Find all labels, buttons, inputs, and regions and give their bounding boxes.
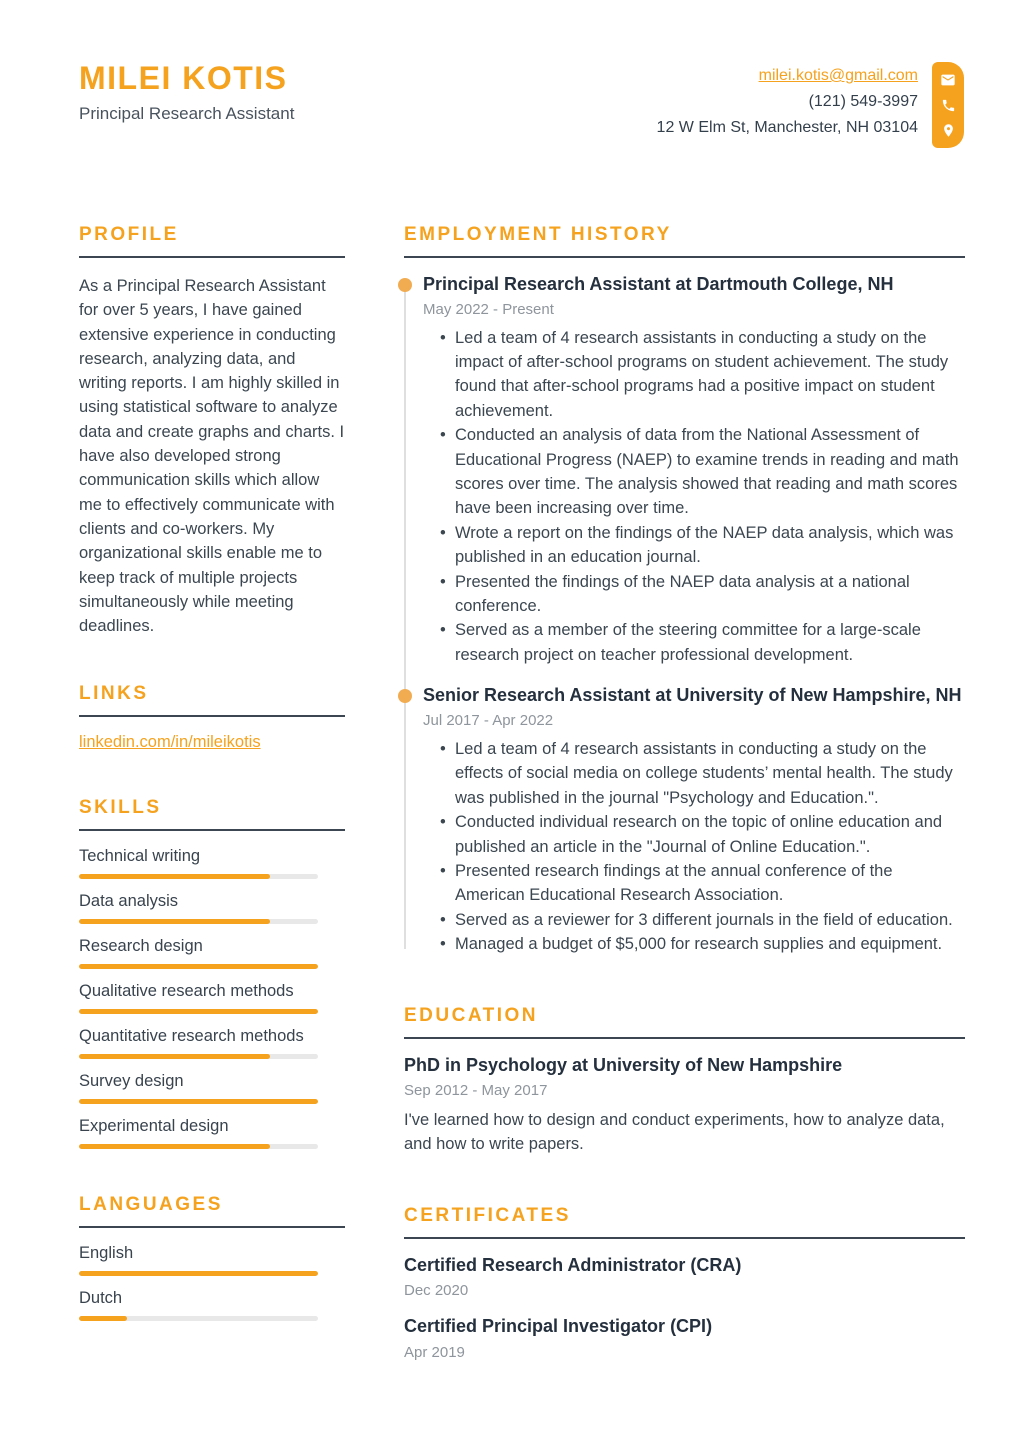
skills-section <box>79 797 345 1149</box>
person-job-title: Principal Research Assistant <box>79 103 295 123</box>
section-divider <box>404 1237 965 1239</box>
profile-text: As a Principal Research Assistant for over 5 years, I have gained extensive experience in conducting research, analyzing data, and writing reports. I am highly skilled in using statistical software to analyze data and create graphs and charts. I have also developed strong communication skills which allow me to effectively communicate with clients and co-workers. My organizational skills enable me to keep track of multiple projects simultaneously while meeting deadlines. <box>79 277 345 636</box>
section-divider <box>79 1226 345 1228</box>
contact-lines <box>657 63 918 141</box>
header <box>0 0 1024 148</box>
meter-fill <box>79 964 318 969</box>
phone-number: (121) 549-3997 <box>808 93 918 110</box>
address: 12 W Elm St, Manchester, NH 03104 <box>656 119 918 136</box>
employment-section <box>404 224 965 957</box>
section-divider <box>404 256 965 258</box>
meter-item <box>79 1244 345 1276</box>
job-entry <box>423 274 965 667</box>
meter-label: English <box>79 1244 134 1263</box>
links-heading: LINKS <box>79 683 149 705</box>
meter-label: Research design <box>79 937 203 956</box>
section-divider <box>79 829 345 831</box>
meter-track <box>79 964 318 969</box>
email-link[interactable]: milei.kotis@gmail.com <box>758 67 918 84</box>
meter-item <box>79 1072 345 1104</box>
education-list <box>404 1055 965 1157</box>
meter-fill <box>79 1271 318 1276</box>
meter-label: Qualitative research methods <box>79 982 294 1001</box>
meter-item <box>79 847 345 879</box>
meter-item <box>79 1117 345 1149</box>
employment-heading: EMPLOYMENT HISTORY <box>404 224 672 245</box>
job-entry-title: Principal Research Assistant at Dartmouth College, NH <box>423 274 894 294</box>
education-heading: EDUCATION <box>404 1004 539 1026</box>
timeline-dot-icon <box>398 689 412 703</box>
certificate-entry <box>404 1316 965 1361</box>
meter-fill <box>79 919 270 924</box>
meter-label: Quantitative research methods <box>79 1027 304 1046</box>
meter-track <box>79 1271 318 1276</box>
languages-section <box>79 1194 345 1321</box>
right-column <box>404 224 965 1406</box>
languages-list <box>79 1244 345 1321</box>
profile-heading: PROFILE <box>79 224 179 245</box>
meter-item <box>79 892 345 924</box>
languages-heading: LANGUAGES <box>79 1194 223 1216</box>
section-divider <box>404 1037 965 1039</box>
timeline-dot-icon <box>398 278 412 292</box>
education-entry-description: I've learned how to design and conduct experiments, how to analyze data, and how to write papers. <box>404 1111 945 1154</box>
meter-fill <box>79 1316 127 1321</box>
meter-fill <box>79 1054 270 1059</box>
meter-item <box>79 1027 345 1059</box>
education-section <box>404 1005 965 1157</box>
certificate-entry-dates: Apr 2019 <box>404 1343 465 1361</box>
certificate-entry-title: Certified Research Administrator (CRA) <box>404 1254 742 1275</box>
job-bullet: • Presented research findings at the annual conference of the American Educational Research Association. <box>439 859 965 908</box>
job-bullet: • Served as a reviewer for 3 different journals in the field of education. <box>439 908 965 932</box>
links-section <box>79 683 345 752</box>
section-divider <box>79 256 345 258</box>
job-bullet: • Conducted an analysis of data from the National Assessment of Educational Progress (NAEP) to examine trends in reading and math scores over time. The analysis showed that reading and math scores have been increasing over time. <box>439 423 965 521</box>
envelope-icon <box>940 72 956 88</box>
job-bullet: • Wrote a report on the findings of the NAEP data analysis, which was published in an education journal. <box>439 521 965 570</box>
certificate-entry <box>404 1255 965 1300</box>
meter-track <box>79 1144 318 1149</box>
meter-track <box>79 1054 318 1059</box>
meter-label: Survey design <box>79 1072 184 1091</box>
job-entry-title: Senior Research Assistant at University of New Hampshire, NH <box>423 685 962 706</box>
job-bullet: • Served as a member of the steering committee for a large-scale research project on teacher professional development. <box>439 618 965 667</box>
meter-item <box>79 1289 345 1321</box>
job-bullet-list <box>439 737 965 957</box>
person-name: MILEI KOTIS <box>79 60 288 96</box>
job-bullet-list <box>439 326 965 668</box>
job-bullet: • Conducted individual research on the topic of online education and published an article in the "Journal of Online Education.". <box>439 810 965 859</box>
certificate-entry-title: Certified Principal Investigator (CPI) <box>404 1316 713 1337</box>
certificates-list <box>404 1255 965 1361</box>
meter-track <box>79 1316 318 1321</box>
left-column <box>79 224 345 1406</box>
job-bullet: • Led a team of 4 research assistants in conducting a study on the impact of after-school programs on student achievement. The study found that after-school programs had a positive impact on student achievement. <box>439 326 965 424</box>
linkedin-link[interactable]: linkedin.com/in/mileikotis <box>79 733 261 752</box>
meter-item <box>79 982 345 1014</box>
meter-label: Technical writing <box>79 847 201 866</box>
certificate-entry-dates: Dec 2020 <box>404 1282 469 1300</box>
profile-section <box>79 224 345 638</box>
job-entry-dates: May 2022 - Present <box>423 300 554 318</box>
skills-list <box>79 847 345 1149</box>
phone-icon <box>941 98 956 113</box>
job-entry <box>423 685 965 956</box>
contact-block <box>657 62 964 148</box>
location-pin-icon <box>941 123 956 138</box>
meter-track <box>79 919 318 924</box>
education-entry-title: PhD in Psychology at University of New Hampshire <box>404 1054 843 1075</box>
meter-item <box>79 937 345 969</box>
meter-fill <box>79 1009 318 1014</box>
job-entry-dates: Jul 2017 - Apr 2022 <box>423 711 554 729</box>
link-item <box>79 733 345 752</box>
meter-track <box>79 1009 318 1014</box>
meter-label: Experimental design <box>79 1117 229 1136</box>
meter-track <box>79 1099 318 1104</box>
identity-block <box>79 62 294 124</box>
job-bullet: • Managed a budget of $5,000 for research supplies and equipment. <box>439 932 965 956</box>
meter-fill <box>79 874 270 879</box>
meter-label: Dutch <box>79 1289 123 1308</box>
content-columns <box>0 224 1024 1406</box>
meter-label: Data analysis <box>79 892 179 911</box>
education-entry <box>404 1055 965 1157</box>
meter-fill <box>79 1099 318 1104</box>
section-divider <box>79 715 345 717</box>
certificates-section <box>404 1205 965 1361</box>
skills-heading: SKILLS <box>79 797 162 819</box>
meter-track <box>79 874 318 879</box>
contact-icon-column <box>932 62 964 148</box>
employment-timeline <box>404 274 965 957</box>
job-bullet: • Presented the findings of the NAEP data analysis at a national conference. <box>439 570 965 619</box>
education-entry-dates: Sep 2012 - May 2017 <box>404 1082 548 1100</box>
certificates-heading: CERTIFICATES <box>404 1204 571 1226</box>
job-bullet: • Led a team of 4 research assistants in conducting a study on the effects of social media on college students’ mental health. The study was published in the journal "Psychology and Education.". <box>439 737 965 810</box>
meter-fill <box>79 1144 270 1149</box>
